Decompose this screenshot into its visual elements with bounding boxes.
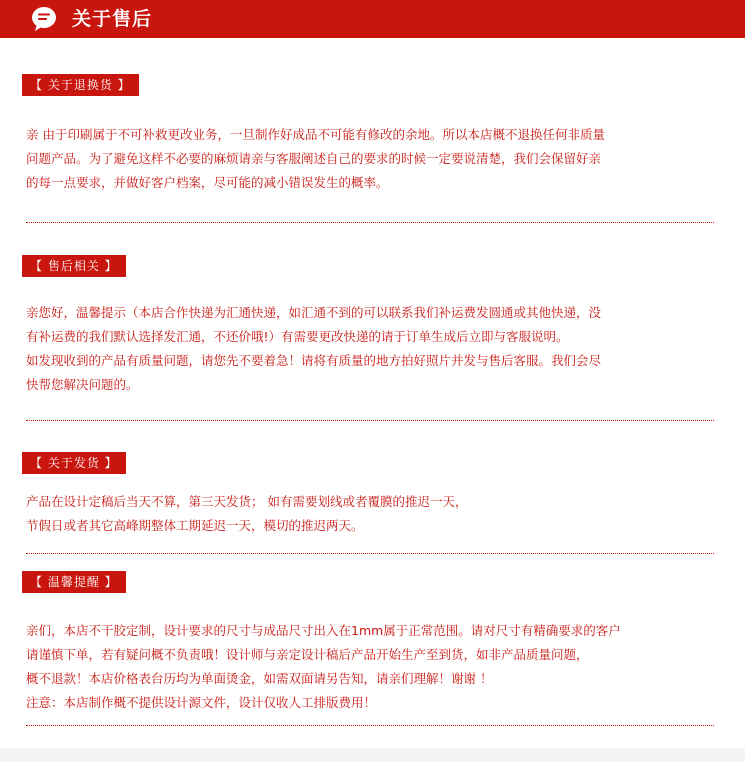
paragraph-line: 的每一点要求，并做好客户档案，尽可能的减小错误发生的概率。 [26, 175, 389, 190]
paragraph-line: 产品在设计定稿后当天不算，第三天发货； 如有需要划线或者覆膜的推迟一天， [26, 494, 468, 509]
paragraph-line: 节假日或者其它高峰期整体工期延迟一天，模切的推迟两天。 [26, 518, 364, 533]
paragraph-line: 亲您好，温馨提示（本店合作快递为汇通快递，如汇通不到的可以联系我们补运费发圆通或其他快递，没 [26, 305, 602, 320]
paragraph-line: 如发现收到的产品有质量问题，请您先不要着急！请将有质量的地方拍好照片并发与售后客服。我们会尽 [26, 353, 602, 368]
paragraph-line: 概不退款！本店价格表台历均为单面烫金，如需双面请另告知，请亲们理解！谢谢 ！ [26, 671, 493, 686]
paragraph-line: 请谨慎下单，若有疑问概不负责哦！设计师与亲定设计稿后产品开始生产至到货，如非产品质量问题， [26, 647, 589, 662]
section-badge-after-sales: 【 售后相关 】 [22, 255, 126, 277]
section-text-after-sales [26, 301, 726, 397]
paragraph-line: 问题产品。为了避免这样不必要的麻烦请亲与客服阐述自己的要求的时候一定要说清楚，我们会保留好亲 [26, 151, 602, 166]
page-title: 关于售后 [72, 8, 153, 30]
section-text-return-policy [26, 123, 726, 195]
section-divider [26, 553, 714, 554]
paragraph-line: 亲们，本店不干胶定制，设计要求的尺寸与成品尺寸出入在1mm属于正常范围。请对尺寸有精确要求的客户 [26, 623, 621, 638]
section-badge-reminder: 【 温馨提醒 】 [22, 571, 126, 593]
paragraph-line: 快帮您解决问题的。 [26, 377, 139, 392]
page-footer-band [0, 748, 745, 762]
section-divider [26, 725, 714, 726]
section-divider [26, 222, 714, 223]
section-badge-return-policy: 【 关于退换货 】 [22, 74, 139, 96]
section-divider [26, 420, 714, 421]
paragraph-line: 亲 由于印刷属于不可补救更改业务，一旦制作好成品不可能有修改的余地。所以本店概不退换任何非质量 [26, 127, 605, 142]
paragraph-line: 注意：本店制作概不提供设计源文件，设计仅收人工排版费用！ [26, 695, 377, 710]
section-text-reminder [26, 619, 726, 715]
speech-bubble-icon [30, 5, 58, 33]
paragraph-line: 有补运费的我们默认选择发汇通，不还价哦!）有需要更改快递的请于订单生成后立即与客服说明。 [26, 329, 569, 344]
section-text-shipping [26, 490, 726, 538]
page-header [0, 0, 745, 38]
section-badge-shipping: 【 关于发货 】 [22, 452, 126, 474]
